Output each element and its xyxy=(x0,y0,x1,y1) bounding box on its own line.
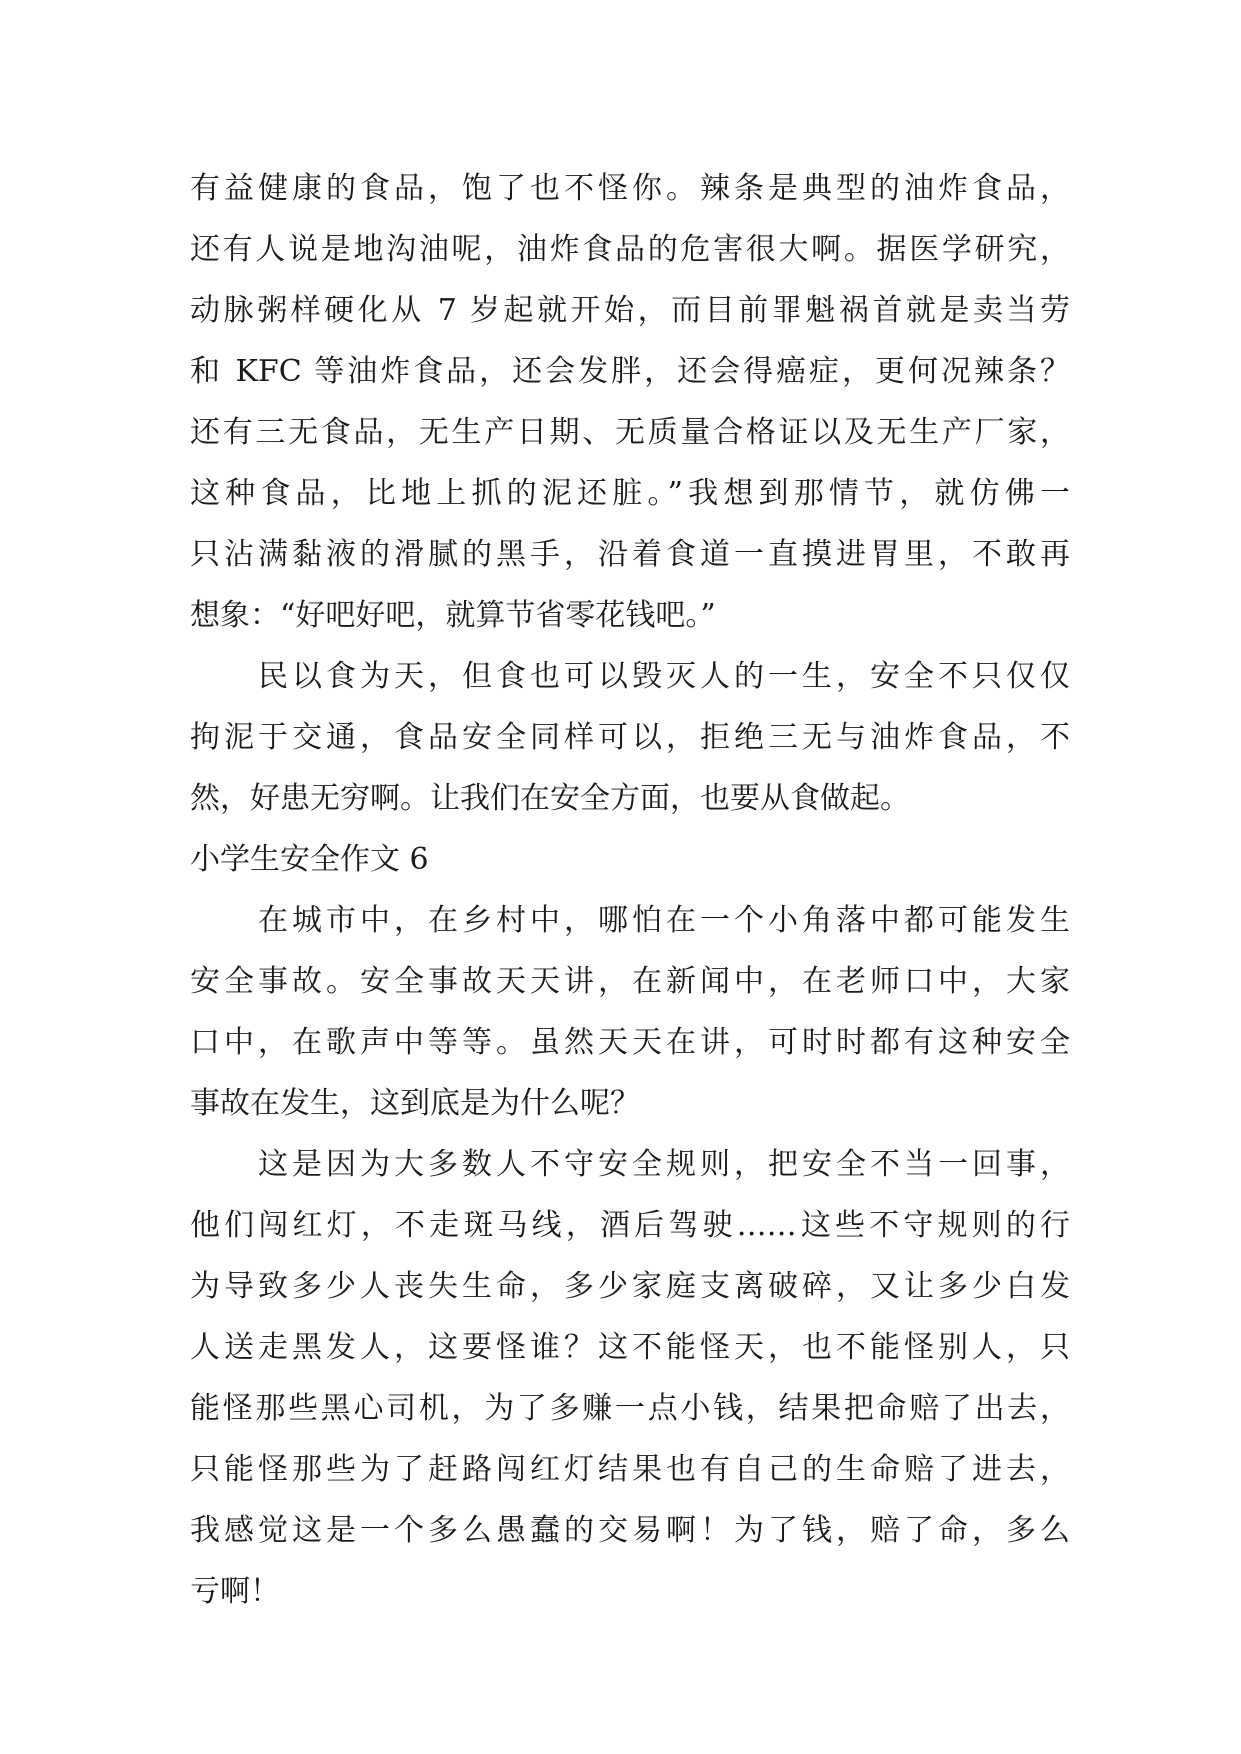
text-line: 和 KFC 等油炸食品，还会发胖，还会得癌症，更何况辣条？ xyxy=(190,354,1070,389)
paragraph-start-line: 这是因为大多数人不守安全规则，把安全不当一回事， xyxy=(258,1147,1070,1182)
text-line: 事故在发生，这到底是为什么呢？ xyxy=(190,1086,640,1121)
text-line: 为导致多少人丧失生命，多少家庭支离破碎，又让多少白发 xyxy=(190,1269,1070,1304)
paragraph-start-line: 民以食为天，但食也可以毁灭人的一生，安全不只仅仅 xyxy=(258,659,1070,694)
text-line: 口中，在歌声中等等。虽然天天在讲，可时时都有这种安全 xyxy=(190,1025,1070,1060)
text-line: 安全事故。安全事故天天讲，在新闻中，在老师口中，大家 xyxy=(190,964,1070,999)
text-line: 能怪那些黑心司机，为了多赚一点小钱，结果把命赔了出去， xyxy=(190,1391,1070,1426)
text-line: 人送走黑发人，这要怪谁？这不能怪天，也不能怪别人，只 xyxy=(190,1330,1070,1365)
document-page xyxy=(190,158,1070,1622)
text-line: 我感觉这是一个多么愚蠢的交易啊！为了钱，赔了命，多么 xyxy=(190,1513,1070,1548)
text-line: 亏啊！ xyxy=(190,1574,280,1609)
text-line: 这种食品，比地上抓的泥还脏。”我想到那情节，就仿佛一 xyxy=(190,476,1070,511)
text-line: 有益健康的食品，饱了也不怪你。辣条是典型的油炸食品， xyxy=(190,171,1070,206)
text-line: 还有三无食品，无生产日期、无质量合格证以及无生产厂家， xyxy=(190,415,1070,450)
text-line: 拘泥于交通，食品安全同样可以，拒绝三无与油炸食品，不 xyxy=(190,720,1070,755)
text-line: 然，好患无穷啊。让我们在安全方面，也要从食做起。 xyxy=(190,781,910,816)
text-line: 只沾满黏液的滑腻的黑手，沿着食道一直摸进胃里，不敢再 xyxy=(190,537,1070,572)
text-line: 他们闯红灯，不走斑马线，酒后驾驶……这些不守规则的行 xyxy=(190,1208,1070,1243)
text-line: 还有人说是地沟油呢，油炸食品的危害很大啊。据医学研究， xyxy=(190,232,1070,267)
section-heading: 小学生安全作文 6 xyxy=(190,842,429,877)
text-line: 只能怪那些为了赶路闯红灯结果也有自己的生命赔了进去， xyxy=(190,1452,1070,1487)
text-line: 动脉粥样硬化从 7 岁起就开始，而目前罪魁祸首就是卖当劳 xyxy=(190,293,1070,328)
paragraph-start-line: 在城市中，在乡村中，哪怕在一个小角落中都可能发生 xyxy=(258,903,1070,938)
text-line: 想象：“好吧好吧，就算节省零花钱吧。” xyxy=(190,598,716,633)
